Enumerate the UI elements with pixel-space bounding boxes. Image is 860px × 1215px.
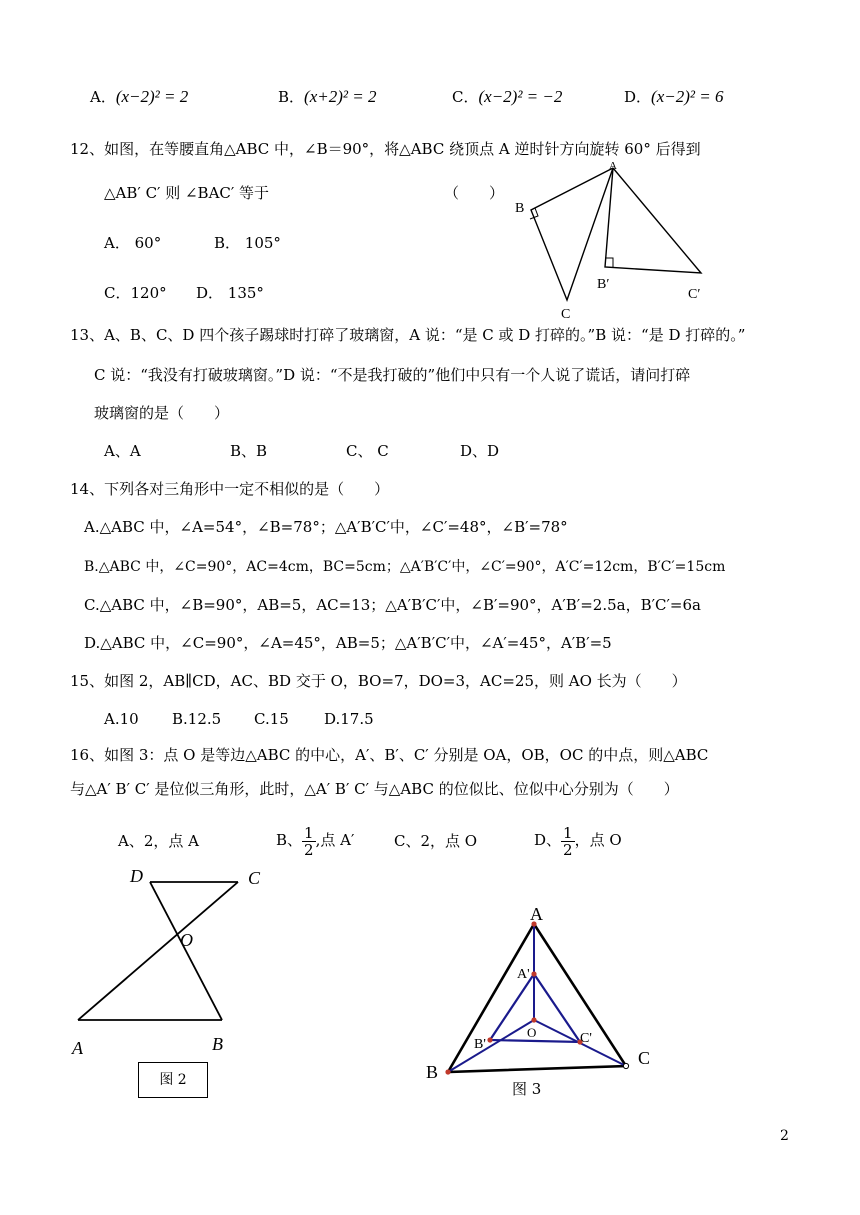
q14-stem: 14、下列各对三角形中一定不相似的是（ ）: [70, 480, 390, 498]
label-a: A: [530, 904, 543, 924]
q12-bracket: （ ）: [444, 184, 505, 202]
q11-option-a: A．(x−2)² = 2: [90, 87, 189, 106]
q14-option-d: D.△ABC 中，∠C=90°，∠A=45°，AB=5；△A′B′C′中，∠A′=45°，A′B′=5: [84, 634, 612, 652]
triangle-abpcp: [605, 168, 701, 273]
label-c: C: [248, 868, 261, 888]
q13-option-a: A、A: [104, 442, 141, 460]
q13-stem-line2: C 说：“我没有打破玻璃窗。”D 说：“不是我打破的”他们中只有一个人说了谎话，请问打碎: [94, 366, 691, 384]
label-b: B: [515, 201, 525, 216]
label-a: A: [72, 1038, 83, 1058]
label-o: O: [180, 930, 193, 950]
q16-option-b: B、 $\frac{1}{2}$ ,点 A′: [276, 823, 355, 859]
q15-option-a: A.10: [104, 710, 139, 728]
figure-3-homothety: [420, 900, 670, 1110]
figure-3-caption: 图 3: [512, 1080, 542, 1098]
fraction-half: $\frac{1}{2}$: [563, 823, 573, 859]
label-cp: C': [580, 1031, 592, 1046]
label-bp: B': [474, 1037, 486, 1052]
q11-option-b: B．(x+2)² = 2: [278, 87, 377, 106]
q16-stem-line1: 16、如图 3：点 O 是等边△ABC 的中心，A′、B′、C′ 分别是 OA，OB，OC 的中点，则△ABC: [70, 746, 709, 764]
label-b: B: [426, 1062, 439, 1082]
label-cp: C′: [688, 287, 701, 302]
q11-option-c: C．(x−2)² = −2: [452, 87, 563, 106]
q11-option-d: D．(x−2)² = 6: [624, 87, 724, 106]
q12-stem-line1: 12、如图，在等腰直角△ABC 中，∠B＝90°，将△ABC 绕顶点 A 逆时针方向旋转 60° 后得到: [70, 140, 701, 158]
q12-option-b: B． 105°: [214, 234, 281, 252]
label-bp: B′: [597, 277, 610, 292]
q14-option-b: B.△ABC 中，∠C=90°，AC=4cm，BC=5cm；△A′B′C′中，∠C′=90°，A′C′=12cm，B′C′=15cm: [84, 559, 726, 575]
q14-option-c: C.△ABC 中，∠B=90°，AB=5，AC=13；△A′B′C′中，∠B′=90°，A′B′=2.5a，B′C′=6a: [84, 596, 701, 614]
q13-option-d: D、D: [460, 442, 500, 460]
label-c: C: [638, 1048, 651, 1068]
label-o: O: [527, 1025, 537, 1040]
q12-option-a: A． 60°: [104, 234, 162, 252]
q16-option-c: C、2，点 O: [394, 832, 478, 850]
label-ap: A': [517, 967, 530, 982]
label-a: A: [609, 160, 617, 172]
figure-2-hourglass: [60, 862, 270, 1062]
q13-option-b: B、B: [230, 442, 268, 460]
q14-option-a: A.△ABC 中，∠A=54°，∠B=78°；△A′B′C′中，∠C′=48°，∠B′=78°: [84, 518, 568, 536]
q15-option-d: D.17.5: [324, 710, 374, 728]
q13-stem-line3: 玻璃窗的是（ ）: [94, 404, 230, 422]
q15-stem: 15、如图 2，AB∥CD，AC、BD 交于 O，BO=7，DO=3，AC=25，则 AO 长为（ ）: [70, 672, 687, 690]
q12-option-c: C．120°: [104, 284, 167, 302]
q16-option-a: A、2，点 A: [118, 832, 199, 850]
q13-stem-line1: 13、A、B、C、D 四个孩子踢球时打碎了玻璃窗，A 说：“是 C 或 D 打碎的。”B 说：“是 D 打碎的。”: [70, 326, 746, 344]
label-d: D: [130, 866, 143, 886]
label-b: B: [212, 1034, 223, 1054]
page-number: 2: [780, 1128, 789, 1144]
q15-option-c: C.15: [254, 710, 289, 728]
q15-option-b: B.12.5: [172, 710, 222, 728]
figure-2-caption: 图 2: [138, 1062, 208, 1098]
q12-option-d: D． 135°: [196, 284, 264, 302]
q16-option-d: D、 $\frac{1}{2}$ ，点 O: [534, 823, 622, 859]
fraction-half: $\frac{1}{2}$: [304, 823, 314, 859]
q12-stem-line2: △AB′ C′ 则 ∠BAC′ 等于: [104, 184, 270, 202]
q13-option-c: C、 C: [346, 442, 389, 460]
q12-rotation-figure: [505, 160, 725, 325]
label-c: C: [561, 307, 571, 322]
q16-stem-line2: 与△A′ B′ C′ 是位似三角形，此时，△A′ B′ C′ 与△ABC 的位似比、位似中心分别为（ ）: [70, 780, 679, 798]
